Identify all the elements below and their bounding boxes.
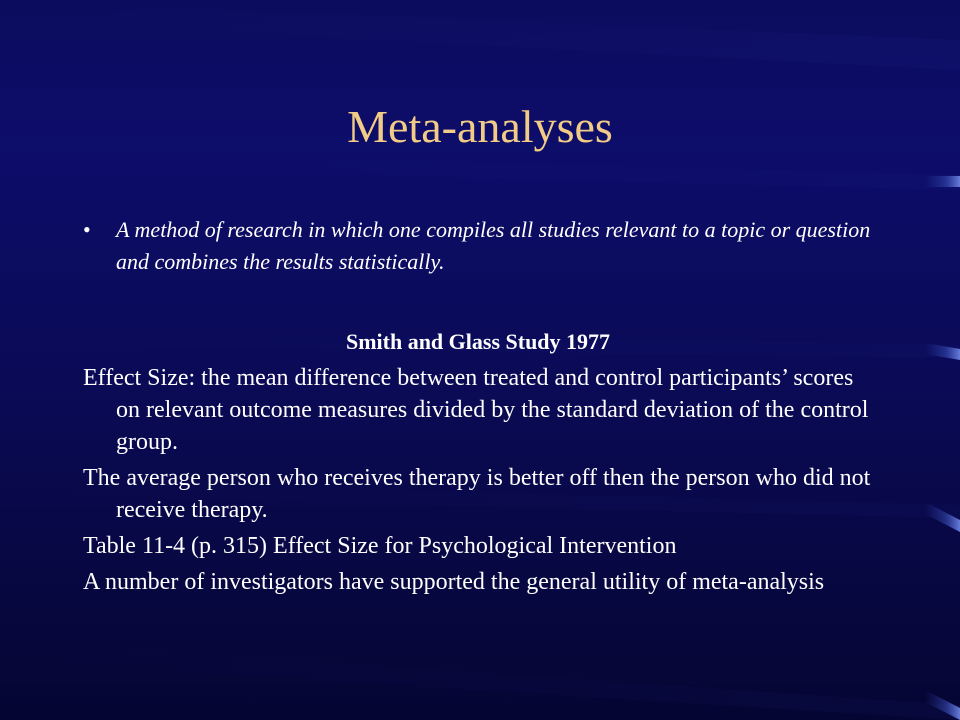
stripe-band-5 [0, 640, 960, 720]
bullet-item [83, 214, 873, 278]
stripe-accent-3 [925, 502, 960, 532]
bullet-text: A method of research in which one compiles all studies relevant to a topic or question and combines the results statistically. [116, 217, 871, 274]
stripe-accent-2 [925, 343, 960, 360]
stripe-band-2 [0, 150, 960, 190]
slide-content [83, 214, 873, 598]
paragraph-investigators: A number of investigators have supported the general utility of meta-analysis [83, 569, 825, 595]
slide-title: Meta-analyses [347, 101, 613, 152]
stripe-accent-1 [925, 176, 960, 187]
stripe-accent-4 [925, 690, 960, 720]
bullet-dot-icon: • [83, 217, 91, 242]
study-heading: Smith and Glass Study 1977 [345, 329, 611, 354]
paragraph-effect-size: Effect Size: the mean difference between treated and control participants’ scores on relevant outcome measures divided by the standard deviation of the control group. [83, 365, 869, 455]
paragraph-average-person: The average person who receives therapy is better off then the person who did not receive therapy. [83, 465, 871, 523]
paragraph-table-reference: Table 11-4 (p. 315) Effect Size for Psychological Intervention [83, 533, 677, 559]
stripe-band-1 [0, 0, 960, 70]
